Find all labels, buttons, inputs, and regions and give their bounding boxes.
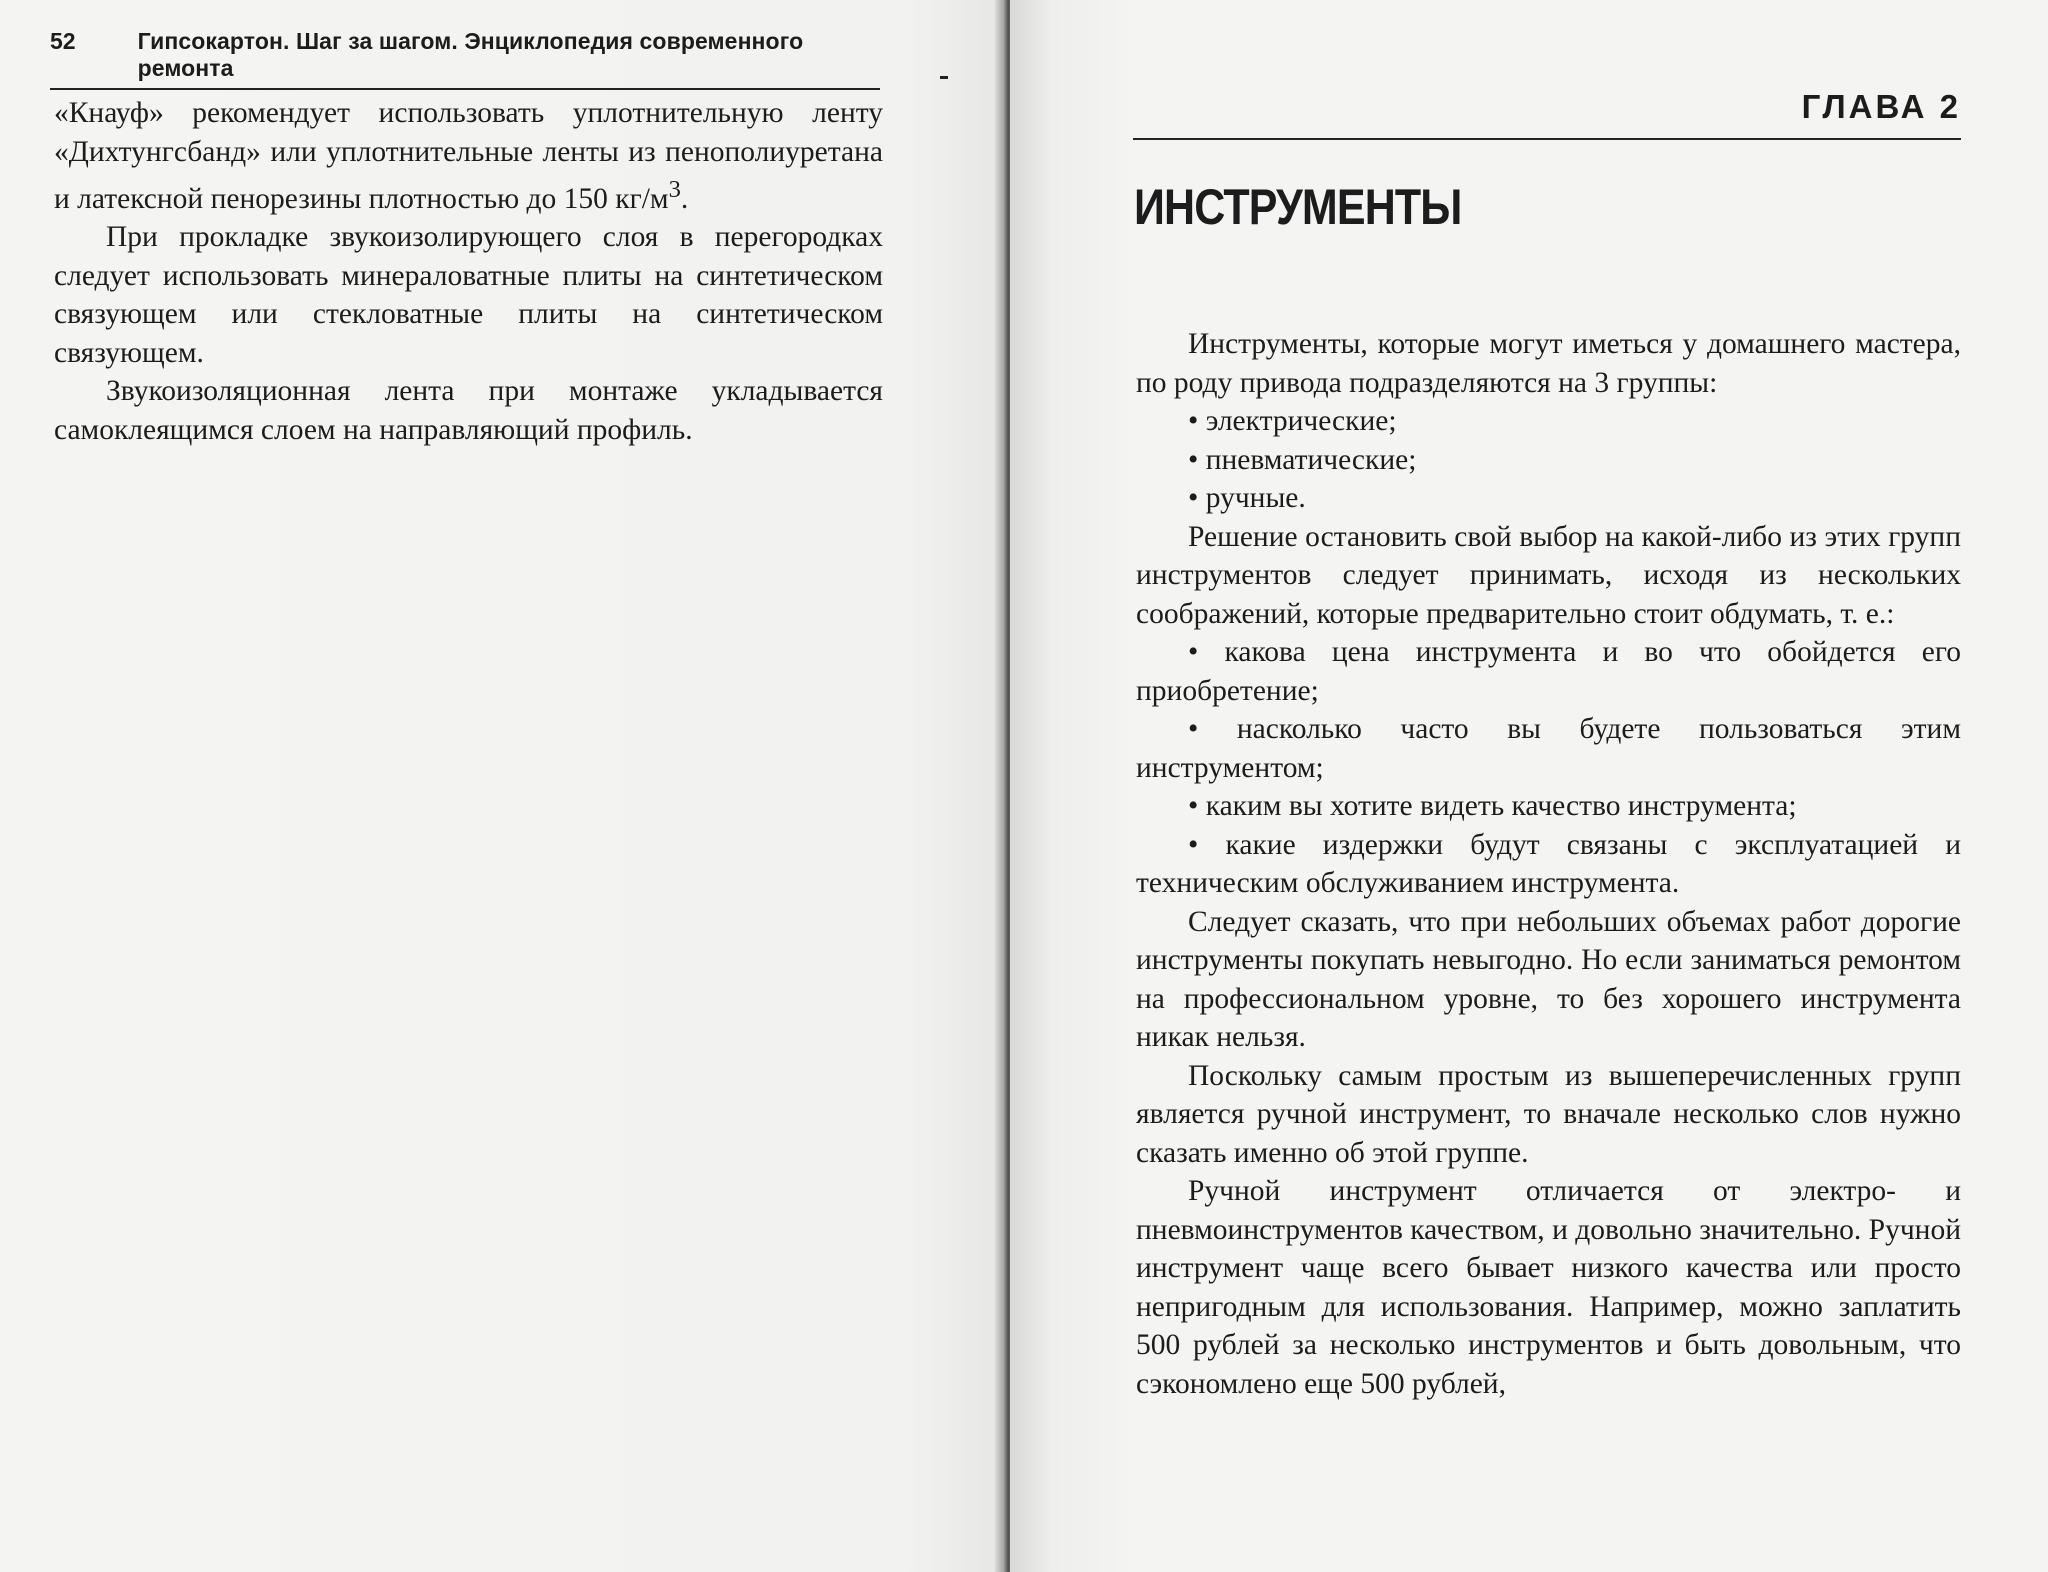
chapter-label: ГЛАВА 2: [1133, 88, 1961, 140]
right-page-body: [1136, 325, 1961, 1403]
paragraph-knauf: «Кнауф» рекомендует использовать уплотнительную ленту «Дихтунгсбанд» или уплотнительные ленты из пенополиуретана и латексной пенорезины плотностью до 150 $кг/м^3$.: [54, 97, 883, 215]
drive-types-list: [1136, 402, 1961, 518]
book-title: Гипсокартон. Шаг за шагом. Энциклопедия современного ремонта: [137, 28, 804, 81]
running-head: [50, 28, 880, 90]
list-item: • какие издержки будут связаны с эксплуатацией и техническим обслуживанием инструмента.: [1136, 828, 1961, 899]
superscript: 3: [668, 176, 681, 203]
list-item: • насколько часто вы будете пользоваться этим инструментом;: [1136, 713, 1961, 784]
left-page-body: [54, 94, 883, 449]
list-item: • ручные.: [1188, 482, 1306, 514]
chapter-title: ИНСТРУМЕНТЫ: [1134, 179, 1462, 235]
paragraph-decision: Решение остановить свой выбор на какой-либо из этих групп инструментов следует принимать, исходя из нескольких соображений, которые предварительно стоит обдумать, т. е.:: [1136, 520, 1961, 630]
paragraph-sound-tape: Звукоизоляционная лента при монтаже укладывается самоклеящимся слоем на направляющий профиль.: [54, 375, 883, 446]
paragraph-quality: Ручной инструмент отличается от электро- и пневмоинструментов качеством, и довольно значительно. Ручной инструмент чаще всего бывает низкого качества или просто непригодным для использования. Например, можно заплатить 500 рублей за несколько инструментов и быть довольным, что сэкономлено еще 500 рублей,: [1136, 1175, 1961, 1400]
left-page: [0, 0, 1005, 1572]
print-mark: [940, 76, 948, 79]
paragraph-sound-layer: При прокладке звукоизолирующего слоя в перегородках следует использовать минераловатные плиты на синтетическом связующем или стекловатные плиты на синтетическом связующем.: [54, 221, 883, 369]
list-item: • электрические;: [1188, 405, 1397, 437]
page-number: 52: [50, 28, 76, 54]
list-item: • каким вы хотите видеть качество инструмента;: [1188, 790, 1797, 822]
list-item: • пневматические;: [1188, 443, 1417, 476]
list-item: • какова цена инструмента и во что обойдется его приобретение;: [1136, 636, 1961, 707]
paragraph-cost: Следует сказать, что при небольших объемах работ дорогие инструменты покупать невыгодно. Но если заниматься ремонтом на профессиональном уровне, то без хорошего инструмента никак нельзя.: [1136, 905, 1961, 1053]
paragraph-intro: Инструменты, которые могут иметься у домашнего мастера, по роду привода подразделяются на 3 группы:: [1136, 328, 1961, 399]
paragraph-hand-tools: Поскольку самым простым из вышеперечисленных групп является ручной инструмент, то вначале несколько слов нужно сказать именно об этой группе.: [1136, 1059, 1961, 1169]
